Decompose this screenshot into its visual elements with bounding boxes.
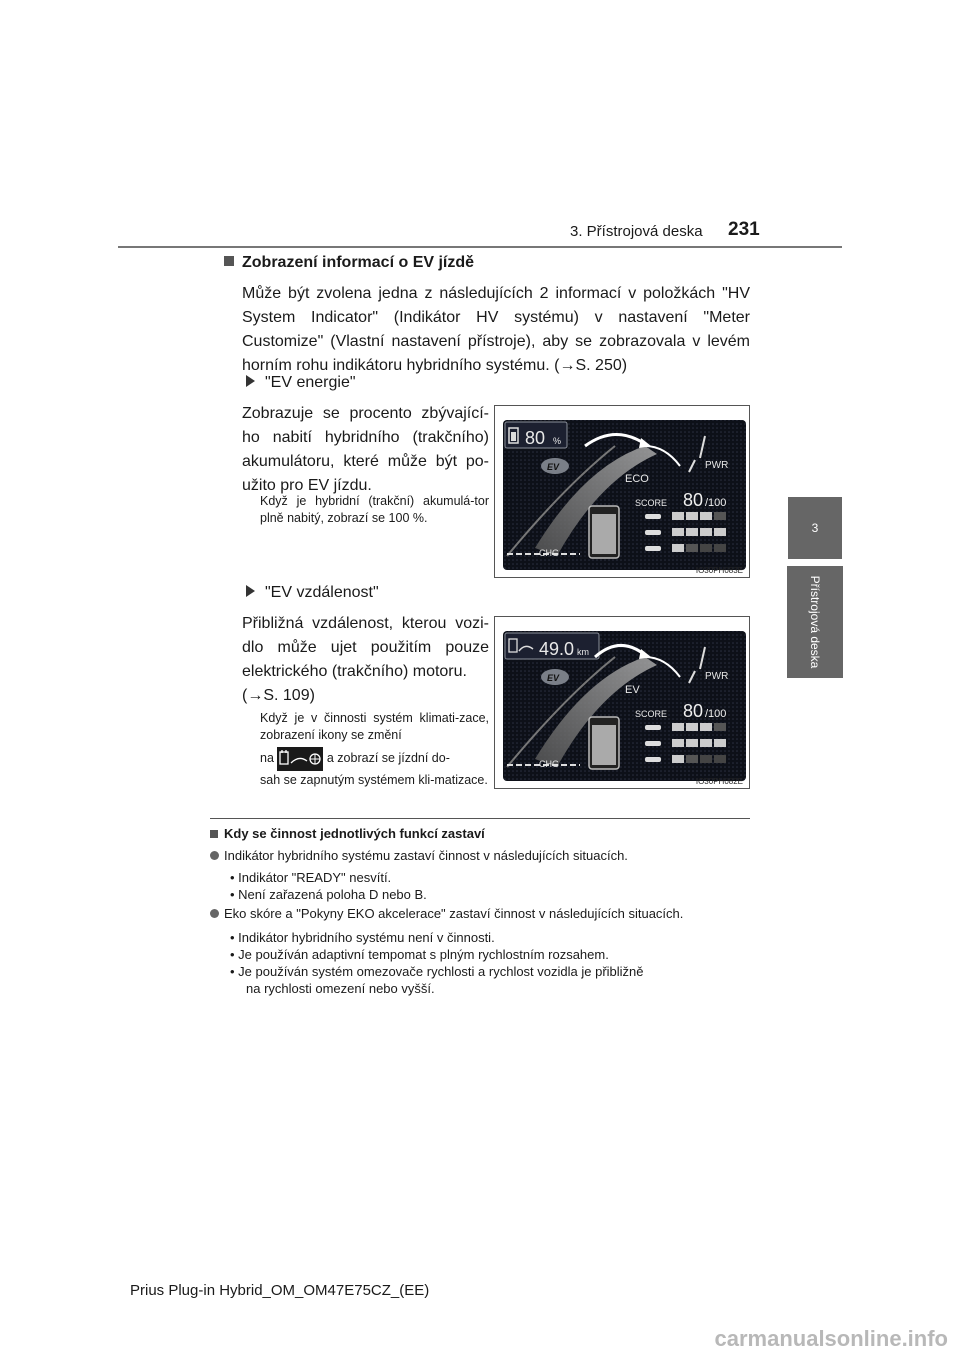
- fig2-score-max: /100: [705, 708, 727, 720]
- fig2-chg-label: CHG: [539, 759, 559, 769]
- figure-code: IO30PH082E: [695, 777, 743, 786]
- watermark: carmanualsonline.info: [714, 1326, 948, 1351]
- square-bullet-icon: [210, 830, 218, 838]
- note-group-2-text: Eko skóre a "Pokyny EKO akcelerace" zastaví činnost v následujících situacích.: [224, 906, 684, 921]
- triangle-bullet-icon: [246, 375, 255, 387]
- running-header-section: 3. Přístrojová deska: [570, 223, 703, 240]
- item-ref-ev-distance: (→S. 109): [242, 687, 315, 704]
- figure-code: IO30PH083E: [695, 566, 743, 575]
- note-group-1: [210, 848, 628, 864]
- fig2-score-value: 80: [683, 701, 704, 721]
- item-heading-text: "EV energie": [265, 374, 356, 391]
- item-text-ev-energy: Zobrazuje se procento zbývající-ho nabití hybridního (trakčního) akumulátoru, které může být po-užito pro EV jízdu.: [242, 405, 489, 494]
- fig1-score-max: /100: [705, 497, 727, 509]
- circle-bullet-icon: [210, 851, 219, 860]
- ac-range-icon: [277, 747, 323, 771]
- fig2-ev-badge: EV: [547, 673, 560, 683]
- fig2-mode-label: EV: [625, 684, 640, 696]
- fig2-top-unit: km: [577, 647, 589, 657]
- notes-title-text: Kdy se činnost jednotlivých funkcí zastaví: [224, 826, 485, 841]
- hybrid-indicator-display-ev-distance: [495, 617, 749, 788]
- figure-ev-distance: [494, 616, 750, 789]
- item-note-ev-energy: Když je hybridní (trakční) akumulá-tor plně nabitý, zobrazí se 100 %.: [260, 494, 489, 525]
- section-title: [224, 254, 474, 272]
- fig2-pwr-label: PWR: [705, 671, 729, 682]
- fig1-top-unit: %: [553, 436, 562, 446]
- note-bullet: • Je používán adaptivní tempomat s plným rychlostním rozsahem.: [230, 947, 609, 962]
- fig1-ev-badge: EV: [547, 462, 560, 472]
- chapter-tab-number: 3: [788, 497, 842, 559]
- figure-ev-energy: [494, 405, 750, 578]
- item-heading-ev-distance: [246, 584, 379, 602]
- header-rule: [118, 246, 842, 248]
- hybrid-indicator-display-ev-energy: [495, 406, 749, 577]
- fig1-mode-label: ECO: [625, 473, 649, 485]
- notes-rule: [210, 818, 750, 819]
- fig2-score-label: SCORE: [635, 709, 668, 719]
- item-heading-text: "EV vzdálenost": [265, 584, 379, 601]
- item-note-ev-distance-b: [260, 744, 489, 772]
- chapter-tab-label: [787, 566, 843, 678]
- note-word-na: na: [260, 751, 274, 765]
- chapter-tab-label-text: Přístrojová deska: [808, 575, 822, 669]
- fig1-score-label: SCORE: [635, 498, 668, 508]
- note-group-2: [210, 906, 683, 922]
- section-title-text: Zobrazení informací o EV jízdě: [242, 254, 475, 271]
- item-heading-ev-energy: [246, 374, 356, 392]
- item-note-ev-distance-a: Když je v činnosti systém klimati-zace, zobrazení ikony se změní: [260, 711, 489, 742]
- fig1-pwr-label: PWR: [705, 460, 729, 471]
- note-bullet: • Je používán systém omezovače rychlosti a rychlost vozidla je přibližně: [230, 964, 644, 979]
- note-bullet-continuation: na rychlosti omezení nebo vyšší.: [246, 981, 435, 996]
- intro-paragraph: Může být zvolena jedna z následujících 2 informací v položkách "HV System Indicator" (Indikátor HV systému) v nastavení "Meter Customize" (Vlastní nastavení přístroje), aby se zobrazovala v levém horním rohu indikátoru hybridního systému. (→S. 250): [242, 285, 750, 374]
- note-bullet: • Není zařazená poloha D nebo B.: [230, 887, 427, 902]
- note-group-1-text: Indikátor hybridního systému zastaví činnost v následujících situacích.: [224, 848, 628, 863]
- fig2-top-value: 49.0: [539, 639, 575, 659]
- item-text-ev-distance: Přibližná vzdálenost, kterou vozi-dlo může ujet použitím pouze elektrického (trakčního) motoru.: [242, 615, 489, 680]
- note-bullet: • Indikátor "READY" nesvítí.: [230, 870, 392, 885]
- footer-document-id: Prius Plug-in Hybrid_OM_OM47E75CZ_(EE): [130, 1282, 430, 1299]
- fig1-top-value: 80: [525, 428, 546, 448]
- note-bullet: • Indikátor hybridního systému není v činnosti.: [230, 930, 495, 945]
- notes-title: [210, 826, 485, 841]
- circle-bullet-icon: [210, 909, 219, 918]
- fig1-chg-label: CHG: [539, 548, 559, 558]
- fig1-score-value: 80: [683, 490, 704, 510]
- triangle-bullet-icon: [246, 585, 255, 597]
- item-note-ev-distance-c: sah se zapnutým systémem kli-matizace.: [260, 773, 488, 787]
- square-bullet-icon: [224, 256, 234, 266]
- note-text-b: a zobrazí se jízdní do-: [326, 751, 450, 765]
- page-number: 231: [728, 219, 760, 240]
